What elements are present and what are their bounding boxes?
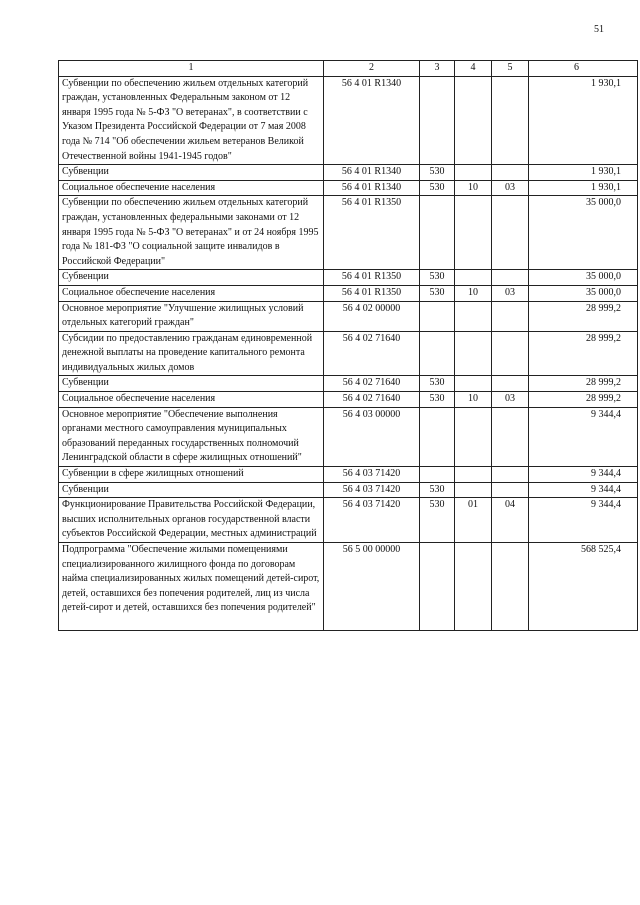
cell-vr: 530 [420, 270, 455, 286]
table-row [59, 285, 638, 301]
cell-name: Субвенции в сфере жилищных отношений [59, 467, 324, 483]
cell-vr [420, 196, 455, 270]
cell-sum: 1 930,1 [529, 180, 638, 196]
cell-pr [492, 543, 529, 631]
cell-rz: 10 [455, 180, 492, 196]
cell-rz [455, 196, 492, 270]
header-col-5: 5 [492, 61, 529, 77]
cell-pr [492, 467, 529, 483]
cell-code: 56 4 02 71640 [324, 392, 420, 408]
table-row [59, 407, 638, 466]
cell-pr [492, 196, 529, 270]
cell-name: Субвенции [59, 482, 324, 498]
cell-vr [420, 543, 455, 631]
header-col-6: 6 [529, 61, 638, 77]
cell-sum: 28 999,2 [529, 301, 638, 331]
cell-code: 56 4 01 R1350 [324, 270, 420, 286]
cell-name: Субвенции [59, 376, 324, 392]
cell-code: 56 4 03 00000 [324, 407, 420, 466]
cell-pr: 03 [492, 180, 529, 196]
table-row [59, 543, 638, 631]
cell-sum: 1 930,1 [529, 165, 638, 181]
header-col-1: 1 [59, 61, 324, 77]
cell-vr [420, 301, 455, 331]
cell-rz [455, 331, 492, 376]
table-row [59, 498, 638, 543]
table-row [59, 165, 638, 181]
cell-sum: 568 525,4 [529, 543, 638, 631]
cell-rz [455, 76, 492, 165]
cell-vr: 530 [420, 285, 455, 301]
cell-pr [492, 407, 529, 466]
cell-vr [420, 76, 455, 165]
cell-name: Функционирование Правительства Российской Федерации, высших исполнительных органов государственной власти субъектов Российской Федерации, местных администраций [59, 498, 324, 543]
page-number: 51 [594, 24, 604, 35]
table-row [59, 376, 638, 392]
budget-table [58, 60, 638, 631]
cell-sum: 9 344,4 [529, 482, 638, 498]
table-header-row [59, 61, 638, 77]
cell-vr: 530 [420, 165, 455, 181]
cell-name: Субсидии по предоставлению гражданам единовременной денежной выплаты на проведение капитального ремонта индивидуальных жилых домов [59, 331, 324, 376]
table-row [59, 301, 638, 331]
cell-sum: 9 344,4 [529, 467, 638, 483]
cell-sum: 28 999,2 [529, 392, 638, 408]
cell-code: 56 4 03 71420 [324, 482, 420, 498]
cell-sum: 35 000,0 [529, 285, 638, 301]
cell-vr: 530 [420, 180, 455, 196]
cell-vr [420, 331, 455, 376]
cell-pr [492, 76, 529, 165]
cell-rz [455, 407, 492, 466]
cell-code: 56 4 01 R1350 [324, 196, 420, 270]
table-row [59, 270, 638, 286]
cell-code: 56 4 02 71640 [324, 331, 420, 376]
cell-rz [455, 270, 492, 286]
cell-name: Социальное обеспечение населения [59, 180, 324, 196]
cell-pr: 03 [492, 285, 529, 301]
cell-code: 56 4 01 R1340 [324, 180, 420, 196]
cell-pr [492, 331, 529, 376]
table-row [59, 467, 638, 483]
cell-name: Социальное обеспечение населения [59, 285, 324, 301]
cell-name: Социальное обеспечение населения [59, 392, 324, 408]
cell-code: 56 4 03 71420 [324, 498, 420, 543]
cell-rz [455, 301, 492, 331]
cell-vr: 530 [420, 482, 455, 498]
table-row [59, 76, 638, 165]
cell-pr: 04 [492, 498, 529, 543]
header-col-4: 4 [455, 61, 492, 77]
cell-code: 56 4 01 R1350 [324, 285, 420, 301]
cell-rz: 01 [455, 498, 492, 543]
cell-sum: 35 000,0 [529, 196, 638, 270]
cell-rz: 10 [455, 285, 492, 301]
cell-sum: 1 930,1 [529, 76, 638, 165]
cell-name: Субвенции по обеспечению жильем отдельных категорий граждан, установленных Федеральным законом от 12 января 1995 года № 5-ФЗ "О ветеранах", в соответствии с Указом Президента Российской Федерации от 7 мая 2008 года № 714 "Об обеспечении жильем ветеранов Великой Отечественной войны 1941-1945 годов" [59, 76, 324, 165]
cell-sum: 9 344,4 [529, 498, 638, 543]
cell-name: Субвенции [59, 165, 324, 181]
cell-pr [492, 301, 529, 331]
cell-rz [455, 482, 492, 498]
cell-pr [492, 165, 529, 181]
cell-code: 56 5 00 00000 [324, 543, 420, 631]
cell-pr [492, 482, 529, 498]
cell-pr [492, 270, 529, 286]
cell-name: Субвенции [59, 270, 324, 286]
cell-vr: 530 [420, 498, 455, 543]
cell-rz [455, 467, 492, 483]
table-row [59, 196, 638, 270]
cell-pr [492, 376, 529, 392]
cell-sum: 28 999,2 [529, 331, 638, 376]
cell-rz [455, 165, 492, 181]
cell-code: 56 4 01 R1340 [324, 76, 420, 165]
cell-name: Субвенции по обеспечению жильем отдельных категорий граждан, установленных федеральными законами от 12 января 1995 года № 5-ФЗ "О ветеранах" и от 24 ноября 1995 года № 181-ФЗ "О социальной защите инвалидов в Российской Федерации" [59, 196, 324, 270]
cell-sum: 28 999,2 [529, 376, 638, 392]
header-col-3: 3 [420, 61, 455, 77]
cell-vr [420, 467, 455, 483]
cell-rz [455, 543, 492, 631]
cell-vr: 530 [420, 376, 455, 392]
cell-name: Основное мероприятие "Обеспечение выполнения органами местного самоуправления муниципальных образований переданных государственных полномочий Ленинградской области в сфере жилищных отношений" [59, 407, 324, 466]
cell-code: 56 4 02 00000 [324, 301, 420, 331]
table-row [59, 180, 638, 196]
cell-vr [420, 407, 455, 466]
cell-rz [455, 376, 492, 392]
table-row [59, 392, 638, 408]
cell-vr: 530 [420, 392, 455, 408]
cell-name: Подпрограмма "Обеспечение жилыми помещениями специализированного жилищного фонда по договорам найма специализированных жилых помещений детей-сирот, детей, оставшихся без попечения родителей, лиц из числа детей-сирот и детей, оставшихся без попечения родителей" [59, 543, 324, 631]
cell-sum: 35 000,0 [529, 270, 638, 286]
table-row [59, 482, 638, 498]
header-col-2: 2 [324, 61, 420, 77]
cell-code: 56 4 02 71640 [324, 376, 420, 392]
cell-rz: 10 [455, 392, 492, 408]
cell-sum: 9 344,4 [529, 407, 638, 466]
cell-pr: 03 [492, 392, 529, 408]
table-body [59, 76, 638, 630]
cell-name: Основное мероприятие "Улучшение жилищных условий отдельных категорий граждан" [59, 301, 324, 331]
table-row [59, 331, 638, 376]
cell-code: 56 4 01 R1340 [324, 165, 420, 181]
cell-code: 56 4 03 71420 [324, 467, 420, 483]
